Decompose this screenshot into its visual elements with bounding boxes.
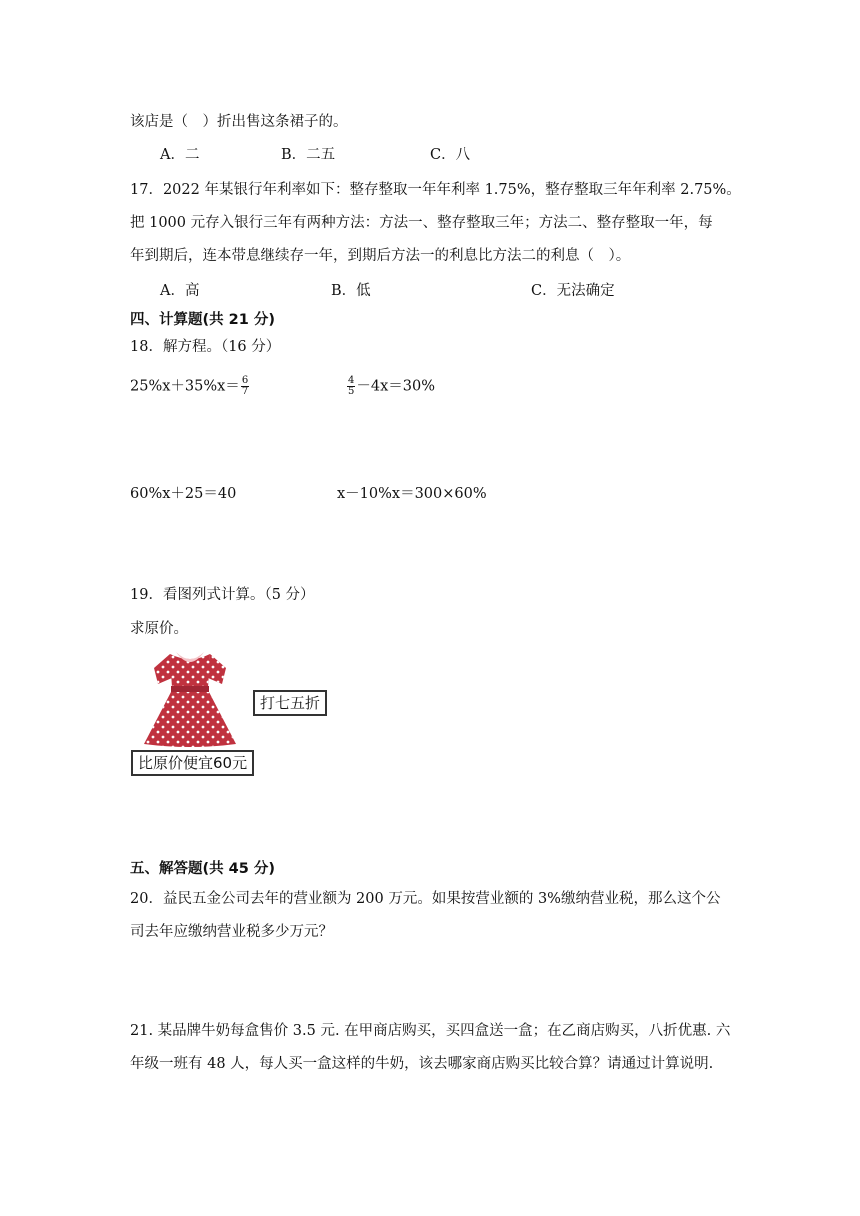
equation-3: 60%x＋25＝40 [130,486,237,502]
fraction-numerator: 6 [241,375,249,386]
section-5-title: 五、解答题(共 45 分) [130,861,276,877]
cheaper-tag: 比原价便宜60元 [131,750,254,776]
fraction-denominator: 5 [348,386,355,397]
equation-2-fraction [347,376,355,397]
equation-1-prefix: 25%x＋35%x＝ [130,378,240,395]
q20-line-1: 20．益民五金公司去年的营业额为 200 万元。如果按营业额的 3%缴纳营业税，那么这个公 [130,891,721,907]
fraction-denominator: 7 [241,386,249,397]
equation-1 [130,376,250,397]
q20-line-2: 司去年应缴纳营业税多少万元？ [130,924,333,940]
equation-2 [346,376,435,397]
q17-line-2: 把 1000 元存入银行三年有两种方法：方法一、整存整取三年；方法二、整存整取一年，每 [130,215,713,231]
q16-option-a: A．二 [160,147,200,163]
q19-title: 19．看图列式计算。（5 分） [130,587,315,603]
q18-title: 18．解方程。（16 分） [130,339,281,355]
q17-option-a: A．高 [160,283,200,299]
discount-tag: 打七五折 [253,690,327,716]
q21-line-1: 21. 某品牌牛奶每盒售价 3.5 元. 在甲商店购买，买四盒送一盒；在乙商店购买，八折优惠. 六 [130,1023,731,1039]
q16-option-c: C．八 [430,147,471,163]
equation-1-fraction [241,376,249,397]
q17-option-b: B．低 [331,283,371,299]
q17-line-3: 年到期后，连本带息继续存一年，到期后方法一的利息比方法二的利息（ ）。 [130,248,631,264]
q17-option-c: C．无法确定 [531,283,615,299]
equation-2-suffix: －4x＝30% [356,378,436,395]
q16-option-b: B．二五 [281,147,336,163]
equation-4: x－10%x＝300×60% [337,486,487,502]
q17-line-1: 17．2022 年某银行年利率如下：整存整取一年年利率 1.75%，整存整取三年年利率 2.75%。 [130,182,741,198]
q19-subtitle: 求原价。 [130,621,188,637]
q21-line-2: 年级一班有 48 人，每人买一盒这样的牛奶，该去哪家商店购买比较合算？请通过计算说明. [130,1056,714,1072]
dress-illustration [140,644,240,748]
fraction-numerator: 4 [348,375,355,386]
q16-text: 该店是（ ）折出售这条裙子的。 [130,114,348,130]
section-4-title: 四、计算题(共 21 分) [130,312,276,328]
